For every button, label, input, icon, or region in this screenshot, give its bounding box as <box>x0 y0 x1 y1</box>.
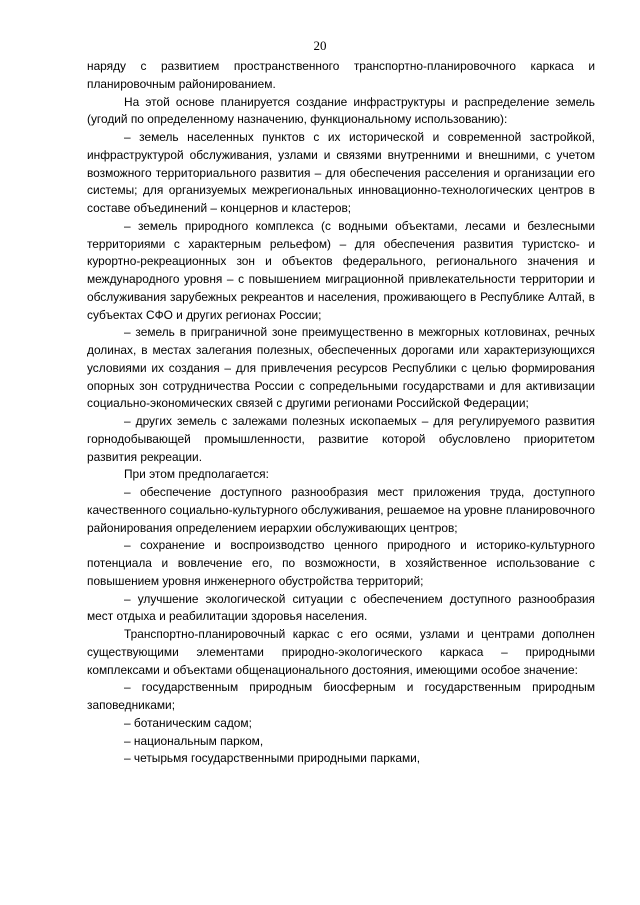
paragraph: – земель природного комплекса (с водными объектами, лесами и безлесными территориями с характерным рельефом) – для обеспечения развития туристско- и курортно-рекреационных зон и объектов федерального, регионального значения и международного уровня – с повышением миграционной привлекательности территории и обслуживания зарубежных рекреантов и населения, проживающего в Республике Алтай, в субъектах СФО и других регионах России; <box>87 218 595 322</box>
paragraph: – четырьмя государственными природными парками, <box>124 751 421 766</box>
page-number: 20 <box>313 38 327 53</box>
paragraph: На этой основе планируется создание инфраструктуры и распределение земель (угодий по определенному назначению, функциональному использованию): <box>87 94 595 127</box>
paragraph: Транспортно-планировочный каркас с его осями, узлами и центрами дополнен существующими элементами природно-экологического каркаса – природными комплексами и объектами общенационального достояния, имеющими особое значение: <box>87 627 595 677</box>
paragraph: – обеспечение доступного разнообразия мест приложения труда, доступного качественного социально-культурного обслуживания, решаемое на уровне планировочного районирования определением иерархии обслуживающих центров; <box>87 485 595 535</box>
paragraph: – других земель с залежами полезных ископаемых – для регулируемого развития горнодобывающей промышленности, развитие которой обусловлено приоритетом развития рекреации. <box>87 414 595 464</box>
paragraph: наряду с развитием пространственного транспортно-планировочного каркаса и планировочным районированием. <box>87 59 595 91</box>
paragraph: – ботаническим садом; <box>124 715 252 730</box>
paragraph: При этом предполагается: <box>124 467 269 482</box>
document-body <box>87 58 595 768</box>
paragraph: – улучшение экологической ситуации с обеспечением доступного разнообразия мест отдыха и реабилитации здоровья населения. <box>87 591 595 624</box>
paragraph: – сохранение и воспроизводство ценного природного и историко-культурного потенциала и вовлечение его, по возможности, в хозяйственное использование с повышением уровня инженерного обустройства территорий; <box>87 538 595 588</box>
paragraph: – государственным природным биосферным и государственным природным заповедниками; <box>87 680 595 712</box>
paragraph: – земель в приграничной зоне преимущественно в межгорных котловинах, речных долинах, в местах залегания полезных, обеспеченных дорогами или характеризующихся условиями их создания – для привлечения ресурсов Республики с целью формирования опорных зон сотрудничества России с сопредельными государствами и для активизации социально-экономических связей с другими регионами Российской Федерации; <box>87 325 595 411</box>
paragraph: – национальным парком, <box>124 733 264 748</box>
paragraph: – земель населенных пунктов с их исторической и современной застройкой, инфраструктурой обслуживания, узлами и связями внутренними и внешними, с учетом возможного территориального развития – для обеспечения расселения и организации его системы; для организуемых межрегиональных инновационно-технологических центров в составе объединений – концернов и кластеров; <box>87 130 595 215</box>
